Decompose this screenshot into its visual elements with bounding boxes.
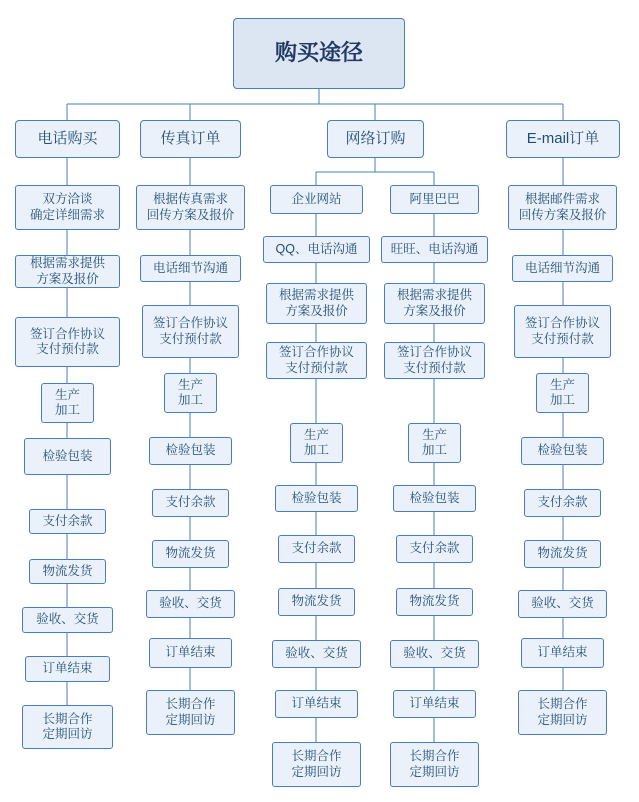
branch2-step-8[interactable]: 验收、交货 xyxy=(146,590,235,618)
branch2-step-10[interactable]: 长期合作 定期回访 xyxy=(146,690,235,735)
branch3b-step-4[interactable]: 签订合作协议 支付预付款 xyxy=(384,342,485,379)
branch1-step-10[interactable]: 长期合作 定期回访 xyxy=(22,705,113,749)
branch1-step-2[interactable]: 根据需求提供 方案及报价 xyxy=(15,255,120,288)
branch2-step-5[interactable]: 检验包装 xyxy=(149,437,232,465)
branch3a-step-5[interactable]: 生产 加工 xyxy=(290,423,343,463)
branch2-step-9[interactable]: 订单结束 xyxy=(149,638,232,668)
branch3a-step-3[interactable]: 根据需求提供 方案及报价 xyxy=(266,283,367,324)
branch3a-step-10[interactable]: 订单结束 xyxy=(275,690,358,718)
branch3b-step-11[interactable]: 长期合作 定期回访 xyxy=(390,742,479,787)
branch2-step-6[interactable]: 支付余款 xyxy=(152,489,229,517)
branch-head-email[interactable]: E-mail订单 xyxy=(506,120,620,158)
branch1-step-6[interactable]: 支付余款 xyxy=(29,509,106,534)
branch1-step-7[interactable]: 物流发货 xyxy=(29,559,106,584)
branch4-step-10[interactable]: 长期合作 定期回访 xyxy=(518,690,607,735)
branch4-step-7[interactable]: 物流发货 xyxy=(524,540,601,568)
branch-head-online[interactable]: 网络订购 xyxy=(327,120,424,158)
branch3b-step-5[interactable]: 生产 加工 xyxy=(408,423,461,463)
branch4-step-3[interactable]: 签订合作协议 支付预付款 xyxy=(514,305,611,358)
branch4-step-2[interactable]: 电话细节沟通 xyxy=(512,255,613,282)
branch3b-step-2[interactable]: 旺旺、电话沟通 xyxy=(381,236,488,263)
branch3b-step-7[interactable]: 支付余款 xyxy=(396,535,473,563)
branch-head-phone[interactable]: 电话购买 xyxy=(15,120,120,158)
branch3b-step-1[interactable]: 阿里巴巴 xyxy=(390,185,479,214)
branch2-step-1[interactable]: 根据传真需求 回传方案及报价 xyxy=(136,185,245,230)
branch4-step-9[interactable]: 订单结束 xyxy=(521,638,604,668)
branch3a-step-7[interactable]: 支付余款 xyxy=(278,535,355,563)
branch1-step-8[interactable]: 验收、交货 xyxy=(22,607,113,633)
branch2-step-4[interactable]: 生产 加工 xyxy=(164,373,217,413)
branch4-step-1[interactable]: 根据邮件需求 回传方案及报价 xyxy=(508,185,617,230)
branch3b-step-10[interactable]: 订单结束 xyxy=(393,690,476,718)
diagram-title: 购买途径 xyxy=(233,18,405,89)
branch3a-step-9[interactable]: 验收、交货 xyxy=(272,640,361,668)
branch1-step-5[interactable]: 检验包装 xyxy=(24,438,111,475)
branch2-step-3[interactable]: 签订合作协议 支付预付款 xyxy=(142,305,239,358)
branch3b-step-3[interactable]: 根据需求提供 方案及报价 xyxy=(384,283,485,324)
branch3a-step-1[interactable]: 企业网站 xyxy=(270,185,363,214)
branch1-step-1[interactable]: 双方洽谈 确定详细需求 xyxy=(15,185,120,230)
branch2-step-7[interactable]: 物流发货 xyxy=(152,540,229,568)
branch3b-step-6[interactable]: 检验包装 xyxy=(393,485,476,512)
branch3a-step-6[interactable]: 检验包装 xyxy=(275,485,358,512)
branch1-step-4[interactable]: 生产 加工 xyxy=(41,383,94,423)
branch1-step-9[interactable]: 订单结束 xyxy=(25,656,110,682)
branch4-step-4[interactable]: 生产 加工 xyxy=(536,373,589,413)
branch3b-step-8[interactable]: 物流发货 xyxy=(396,588,473,616)
branch2-step-2[interactable]: 电话细节沟通 xyxy=(140,255,241,282)
branch3a-step-2[interactable]: QQ、电话沟通 xyxy=(263,236,370,263)
branch3a-step-4[interactable]: 签订合作协议 支付预付款 xyxy=(266,342,367,379)
branch3a-step-11[interactable]: 长期合作 定期回访 xyxy=(272,742,361,787)
branch4-step-6[interactable]: 支付余款 xyxy=(524,489,601,517)
branch3b-step-9[interactable]: 验收、交货 xyxy=(390,640,479,668)
branch3a-step-8[interactable]: 物流发货 xyxy=(278,588,355,616)
branch4-step-8[interactable]: 验收、交货 xyxy=(518,590,607,618)
branch1-step-3[interactable]: 签订合作协议 支付预付款 xyxy=(15,317,120,367)
branch4-step-5[interactable]: 检验包装 xyxy=(521,437,604,465)
branch-head-fax[interactable]: 传真订单 xyxy=(140,120,241,158)
